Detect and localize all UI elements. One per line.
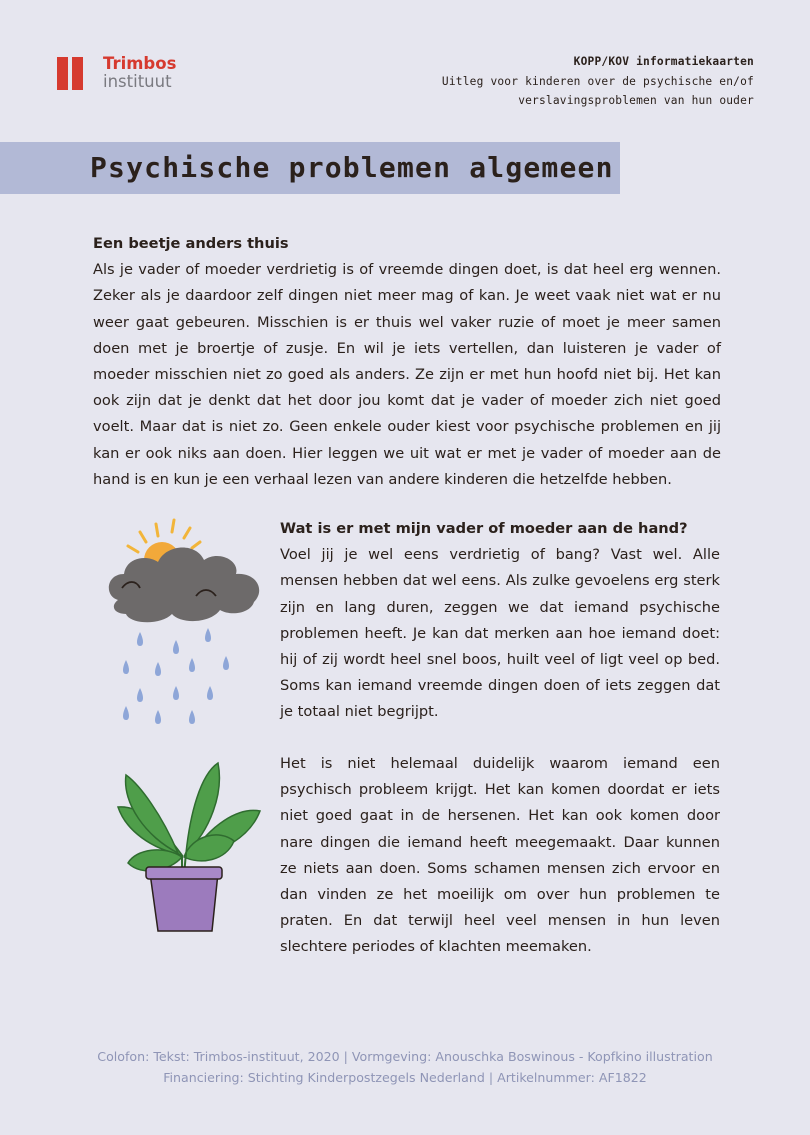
header-info bbox=[442, 52, 754, 111]
header-subtitle-line1: Uitleg voor kinderen over de psychische en/of bbox=[441, 74, 754, 88]
section-wat-is-er bbox=[280, 516, 720, 726]
header-series: KOPP/KOV informatiekaarten bbox=[573, 55, 754, 68]
trimbos-logo bbox=[55, 55, 195, 91]
section-waarom bbox=[280, 751, 720, 961]
header-subtitle-line2: verslavingsproblemen van hun ouder bbox=[518, 94, 754, 107]
rain-cloud-sun-icon bbox=[100, 510, 270, 730]
logo-mark-bar bbox=[57, 57, 68, 90]
colophon-line2: Financiering: Stichting Kinderpostzegels Nederland | Artikelnummer: AF1822 bbox=[163, 1070, 647, 1085]
section-heading: Wat is er met mijn vader of moeder aan de hand? bbox=[280, 520, 688, 537]
section-heading: Een beetje anders thuis bbox=[93, 235, 289, 252]
title-band bbox=[0, 142, 620, 194]
colophon-footer bbox=[0, 1046, 810, 1088]
section-anders-thuis bbox=[93, 231, 721, 493]
colophon-line1: Colofon: Tekst: Trimbos-instituut, 2020 | Vormgeving: Anouschka Boswinous - Kopfkino illustration bbox=[97, 1049, 713, 1064]
section-body: Als je vader of moeder verdrietig is of vreemde dingen doet, is dat heel erg wennen. Zeker als je daardoor zelf dingen niet meer mag of kan. Je weet vaak niet wat er nu weer gaat gebeuren. Misschien is er thuis wel vaker ruzie of moet je meer samen doen met je broertje of zusje. En wil je iets vertellen, dan luisteren je vader of moeder misschien niet zo goed als anders. Ze zijn er met hun hoofd niet bij. Het kan ook zijn dat je denkt dat het door jou komt dat je vader of moeder zich niet goed voelt. Maar dat is niet zo. Geen enkele ouder kiest voor psychische problemen en jij kan er ook niks aan doen. Hier leggen we uit wat er met je vader of moeder aan de hand is en kun je een verhaal lezen van andere kinderen die hetzelfde hebben. bbox=[93, 261, 721, 488]
page-title: Psychische problemen algemeen bbox=[90, 151, 614, 184]
potted-plant-icon bbox=[100, 745, 270, 940]
section-body: Het is niet helemaal duidelijk waarom iemand een psychisch probleem krijgt. Het kan komen doordat er iets niet goed gaat in de hersenen. Het kan ook komen door nare dingen die iemand heeft meegemaakt. Daar kunnen ze niets aan doen. Soms schamen mensen zich ervoor en dan vinden ze het moeilijk om over hun problemen te praten. En dat terwijl heel veel mensen in hun leven slechtere periodes of klachten meemaken. bbox=[280, 755, 720, 956]
logo-text bbox=[103, 55, 176, 91]
section-body: Voel jij je wel eens verdrietig of bang? Vast wel. Alle mensen hebben dat wel eens. Als zulke gevoelens erg sterk zijn en lang duren, zeggen we dat iemand psychische problemen heeft. Je kan dat merken aan hoe iemand doet: hij of zij wordt heel snel boos, huilt veel of ligt veel op bed. Soms kan iemand vreemde dingen doen of iets zeggen dat je totaal niet begrijpt. bbox=[280, 546, 720, 721]
logo-mark-bar bbox=[72, 57, 83, 90]
logo-line1: Trimbos bbox=[103, 54, 177, 73]
logo-line2: instituut bbox=[103, 72, 172, 91]
